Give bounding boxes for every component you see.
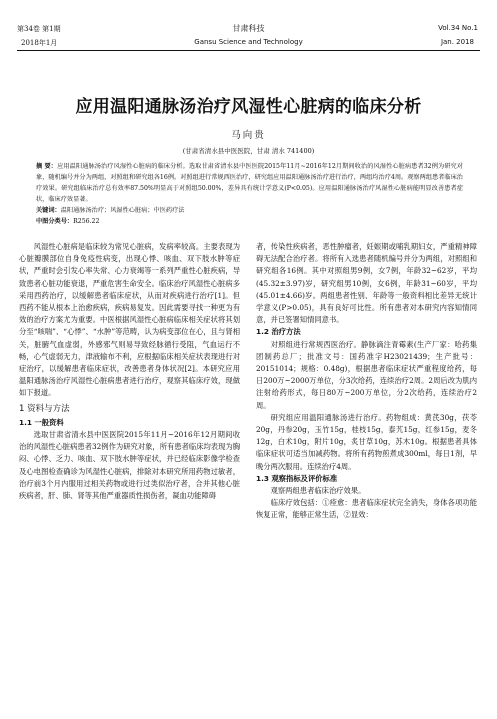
keywords-label: 关键词： bbox=[36, 207, 61, 215]
abstract-label: 摘 要： bbox=[36, 163, 58, 170]
subsection-heading-1-2: 1.2 治疗方法 bbox=[256, 327, 301, 337]
control-treatment-paragraph: 对照组进行常规西医治疗。静脉滴注青霉素(生产厂家：哈药集团制药总厂；批准文号：国药准字H23021439；生产批号：20151014；规格：0.48g)，根据患者临床症状严重程度给药，每日200万~2000万单位，分3次给药，连续治疗2周。2周后改为肌内注射给药形式，每日80万~200万单位，分2次给药，连续治疗2周。 bbox=[256, 339, 477, 410]
abstract-text: 应用温阳通脉汤治疗风湿性心脏病的临床分析。选取甘肃省清水县中医医院2015年11月~2016年12月期间收治的风湿性心脏病患者32例为研究对象，随机编号并分为两组，对照组和研究组各16例。对照组进行常规西医治疗，研究组应用温阳通脉汤治疗进行治疗，两组均治疗4周。观察两组患者临床治疗效果。研究组临床治疗总有效率87.50%明显高于对照组50.00%，差异具有统计学意义(P<0.05)。应用温阳通脉汤治疗风湿性心脏病能明显改善患者症状，临床疗效显著。 bbox=[36, 163, 463, 204]
volume-issue-en: Vol.34 No.1 bbox=[438, 24, 478, 32]
journal-name-en: Gansu Science and Technology bbox=[194, 38, 303, 46]
general-data-paragraph: 选取甘肃省清水县中医医院2015年11月~2016年12月期间收治的风湿性心脏病患者32例作为研究对象，所有患者临床均表现为胸闷、心悸、乏力、咳血、双下肢水肿等症状，并已经临床影像学检查及心电图检查确诊为风湿性心脏病，排除对本研究所用药物过敏者，治疗前3个月内服用过相关药物或进行过类似治疗者，合并其他心脏疾病者，肝、肺、肾等其他严重器质性损伤者，凝血功能障碍 bbox=[19, 430, 240, 501]
continued-paragraph: 者，传染性疾病者，恶性肿瘤者，妊娠期或哺乳期妇女，严重精神障碍无法配合治疗者。将所有入选患者随机编号并分为两组，对照组和研究组各16例。其中对照组男9例，女7例，年龄32~62岁，平均(45.32±3.97)岁，研究组男10例，女6例，年龄31~60岁，平均(45.01±4.66)岁。两组患者性别、年龄等一般资料相比差异无统计学意义(P>0.05)，具有良好可比性。所有患者对本研究内容知情同意，并已签署知情同意书。 bbox=[256, 242, 477, 325]
date-cn: 2018年1月 bbox=[21, 39, 58, 47]
study-treatment-paragraph: 研究组应用温阳通脉汤进行治疗。药物组成：黄芪30g，茯苓20g，丹参20g，玉竹15g，桂枝15g，泰艽15g，红参15g，麦冬12g，白术10g，附片10g，炙甘草10g，苏木10g。根据患者具体临床症状可适当加减药物。将所有药物煎煮成300ml，每日1剂，早晚分两次服用。连续治疗4周。 bbox=[256, 412, 477, 471]
header-rule bbox=[17, 50, 480, 51]
intro-paragraph: 风湿性心脏病是临床较为常见心脏病，发病率较高。主要表现为心脏瓣膜部位自身免疫性病变，出现心悸、咳血、双下肢水肿等症状，严重时会引发心率失常、心力衰竭等一系列严重性心脏疾病，导致患者心脏功能衰退，严重危害生命安全。临床治疗风湿性心脏病多采用西药治疗，以缓解患者临床症状，从而对疾病进行治疗[1]。但西药不能从根本上治愈疾病，疾病易复发。因此需要寻找一种更为有效的治疗方案尤为重要。中医根据风湿性心脏病临床相关症状将其划分至“咳喘”、“心悸”、“水肿”等范畴，认为病变部位在心，且与肾相关，脏腑气血虚弱，外感邪气则易导致经脉循行受阻，气血运行不畅，心气虚弱无力，津液输布不利，应根据临床相关症状表现进行对症治疗，以缓解患者临床症状，改善患者身体状况[2]。本研究应用温阳通脉汤治疗风湿性心脏病患者进行治疗，观察其临床疗效，现做如下报道。 bbox=[19, 242, 240, 398]
efficacy-criteria-paragraph: 临床疗效包括：①痊愈：患者临床症状完全消失，身体各项功能恢复正常，能够正常生活，②显效： bbox=[256, 498, 477, 520]
abstract-block bbox=[36, 161, 463, 228]
subsection-heading-1-1: 1.1 一般资料 bbox=[19, 417, 64, 427]
clc-label: 中图分类号： bbox=[36, 218, 74, 226]
section-heading-1: 1 资料与方法 bbox=[19, 403, 70, 414]
subsection-heading-1-3: 1.3 观察指标及评价标准 bbox=[256, 473, 338, 483]
volume-issue-cn: 第34卷 第1期 bbox=[17, 25, 61, 33]
article-author: 马向贵 bbox=[231, 130, 266, 141]
keywords-text: 温阳通脉汤治疗；风湿性心脏病；中医药疗法 bbox=[60, 207, 185, 215]
article-title: 应用温阳通脉汤治疗风湿性心脏病的临床分析 bbox=[75, 97, 422, 117]
body-column-right bbox=[256, 241, 477, 522]
clc-number: R256.22 bbox=[73, 218, 100, 226]
journal-name-cn: 甘肃科技 bbox=[232, 24, 265, 33]
body-column-left bbox=[19, 241, 240, 502]
author-affiliation: (甘肃省清水县中医医院，甘肃 清水 741400) bbox=[182, 147, 315, 155]
date-en: Jan. 2018 bbox=[440, 38, 474, 46]
running-header bbox=[17, 22, 480, 62]
observation-paragraph: 观察两组患者临床治疗效果。 bbox=[270, 486, 366, 496]
